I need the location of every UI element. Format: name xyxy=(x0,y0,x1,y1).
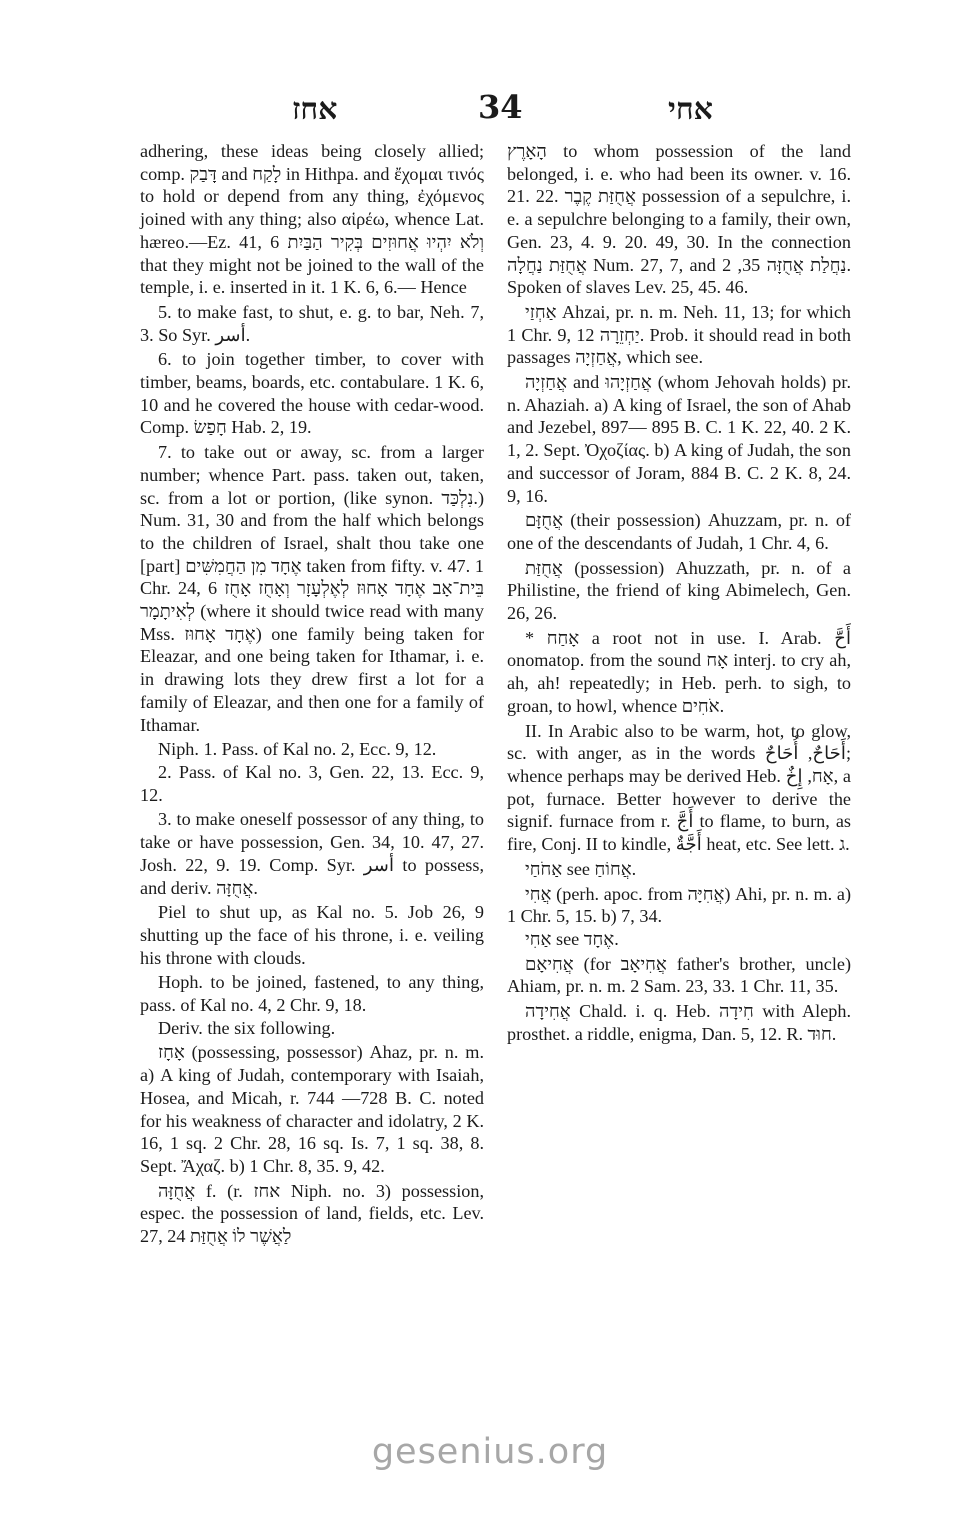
entry-paragraph: אֲחִיאָם (for אֲחִיאָב father's brother, uncle) Ahiam, pr. n. m. 2 Sam. 23, 33. 1 Chr. 11, 35. xyxy=(507,953,851,997)
entry-paragraph: אַחְזַי Ahzai, pr. n. m. Neh. 11, 13; for which 1 Chr. 9, 12 יַחְזֵרָה. Prob. it should read in both passages אֲחַזְיָה, which see. xyxy=(507,301,852,368)
entry-paragraph: אֲחִידָה Chald. i. q. Heb. חִידָה with Aleph. prosthet. a riddle, enigma, Dan. 5, 12. R. חוּד. xyxy=(507,1001,851,1044)
entry-paragraph: אֲחִי (perh. apoc. from אֲחִיָּה) Ahi, pr. n. m. a) 1 Chr. 5, 15. b) 7, 34. xyxy=(507,883,851,927)
entry-paragraph: אֲחַזְיָה and אֲחַזְיָהוּ (whom Jehovah holds) pr. n. Ahaziah. a) A king of Israel, the son of Ahab and Jezebel, 897— 895 B. C. 1 K. 22, 40. 2 K. 1, 2. Sept. Ὀχοζίας. b) A king of Judah, the son and successor of Joram, 884 B. C. 2 K. 8, 24. 9, 16. xyxy=(507,372,851,506)
entry-paragraph: 7. to take out or away, sc. from a larger number; whence Part. pass. taken out, taken, sc. from a lot or portion, (like synon. נִלְכַּד.) Num. 31, 30 and from the half which belongs to the children of Israel, shalt thou take one [part] אֶחָד מִן הַחֲמִשִּׁים taken from fifty. v. 47. 1 Chr. 24, 6 בֵּית־אָב אֶחָד אָחוּז לְאֶלְעָזָר וְאָחֻז אָחֻז לְאִיתָמָר (where it should twice read with many Mss. אֶחָד אָחוּז) one family being taken for Eleazar, and one being taken for Ithamar, i. e. in drawing lots they drew first a lot for a family of Eleazar, and then one for a family of Ithamar. xyxy=(140,442,485,735)
entry-paragraph: Deriv. the six following. xyxy=(158,1017,336,1038)
entry-paragraph: Niph. 1. Pass. of Kal no. 2, Ecc. 9, 12. xyxy=(158,739,437,760)
header-right-headword: אחי xyxy=(668,92,713,127)
header-left-headword: אחז xyxy=(292,92,338,127)
site-watermark: gesenius.org xyxy=(371,1432,609,1472)
entry-paragraph: אָחָז (possessing, possessor) Ahaz, pr. n. m. a) A king of Judah, contemporary with Isaiah, Hosea, and Micah, r. 744 —728 B. C. noted for his weakness of character and idolatry, 2 K. 16, 1 sq. 2 Chr. 28, 16 sq. Is. 7, 1 sq. 38, 8. Sept. Ἄχαζ. b) 1 Chr. 8, 35. 9, 42. xyxy=(140,1042,484,1176)
page-header xyxy=(0,88,980,132)
left-column xyxy=(140,140,484,1248)
page-number: 34 xyxy=(478,88,523,126)
entry-paragraph: אַחִי see אֶחָד. xyxy=(525,928,619,949)
entry-paragraph: adhering, these ideas being closely allied; comp. דָּבַק and לָקַח in Hithpa. and ἔχομαι τινός to hold or depend from any thing, ἐχόμενος joined with any thing; also αἱρέω, whence Lat. hæreo.—Ez. 41, 6 וְלֹא יִהְיוּ אֲחוּזִים בְּקִיר הַבַּיִת that they might not be joined to the wall of the temple, i. e. inserted in it. 1 K. 6, 6.— Hence xyxy=(140,141,484,298)
entry-paragraph: אַחֹחַי see אֲחוֹחַ. xyxy=(525,858,637,879)
entry-paragraph: הָאָרֶץ to whom possession of the land belonged, i. e. who had been its owner. v. 16. 21. 22. אֲחֻזַּת קֶבֶר possession of a sepulchre, i. e. a sepulchre belonging to a family, their own, Gen. 23, 4. 9. 20. 49, 30. In the connection אֲחֻזַּת נַחֲלָה Num. 27, 7, and נַחֲלַת אֲחֻזָּה 35, 2. Spoken of slaves Lev. 25, 45. 46. xyxy=(507,141,851,298)
entry-paragraph: 2. Pass. of Kal no. 3, Gen. 22, 13. Ecc. 9, 12. xyxy=(140,761,484,805)
right-column xyxy=(507,140,851,1045)
entry-paragraph: אֲחֻזַּת (possession) Ahuzzath, pr. n. of a Philistine, the friend of king Abimelech, Gen. 26, 26. xyxy=(507,557,851,624)
entry-paragraph: II. In Arabic also to be warm, hot, to glow, sc. with anger, as in the words أَحَاحٌ, أُحَاحٌ; whence perhaps may be derived Heb. אָח, إِخٌ, a pot, furnace. Better however to derive the signif. furnace from r. أَجَّ to flame, to burn, as fire, Conj. II to kindle, أَجَّةٌ heat, etc. See lett. ג. xyxy=(507,720,852,855)
entry-paragraph: 6. to join together timber, to cover with timber, beams, boards, etc. contabulare. 1 K. 6, 10 and he covered the house with cedar-wood. Comp. חָפַשׂ Hab. 2, 19. xyxy=(140,349,484,438)
entry-paragraph: 3. to make oneself possessor of any thing, to take or have possession, Gen. 34, 10. 47, 27. Josh. 22, 9. 19. Comp. Syr. أسر to possess, and deriv. אֲחֻזָּה. xyxy=(140,809,485,898)
entry-paragraph: אֲחֻזָּם (their possession) Ahuzzam, pr. n. of one of the descendants of Judah, 1 Chr. 4, 6. xyxy=(507,510,851,553)
entry-paragraph: 5. to make fast, to shut, e. g. to bar, Neh. 7, 3. So Syr. أسر. xyxy=(140,301,484,345)
entry-paragraph: Piel to shut up, as Kal no. 5. Job 26, 9 shutting up the face of his throne, i. e. veiling his throne with clouds. xyxy=(140,902,484,968)
entry-paragraph: * אָחַח a root not in use. I. Arab. أَحَّ onomatop. from the sound אָח interj. to cry ah, ah, ah! repeatedly; in Heb. perh. to sigh, to groan, to howl, whence אֹחִים. xyxy=(507,627,851,716)
entry-paragraph: Hoph. to be joined, fastened, to any thing, pass. of Kal no. 4, 2 Chr. 9, 18. xyxy=(140,972,484,1016)
entry-paragraph: אֲחֻזָּה f. (r. אחז Niph. no. 3) possession, espec. the possession of land, fields, etc. Lev. 27, 24 לַאֲשֶׁר לוֹ אֲחֻזַּת xyxy=(140,1180,484,1247)
